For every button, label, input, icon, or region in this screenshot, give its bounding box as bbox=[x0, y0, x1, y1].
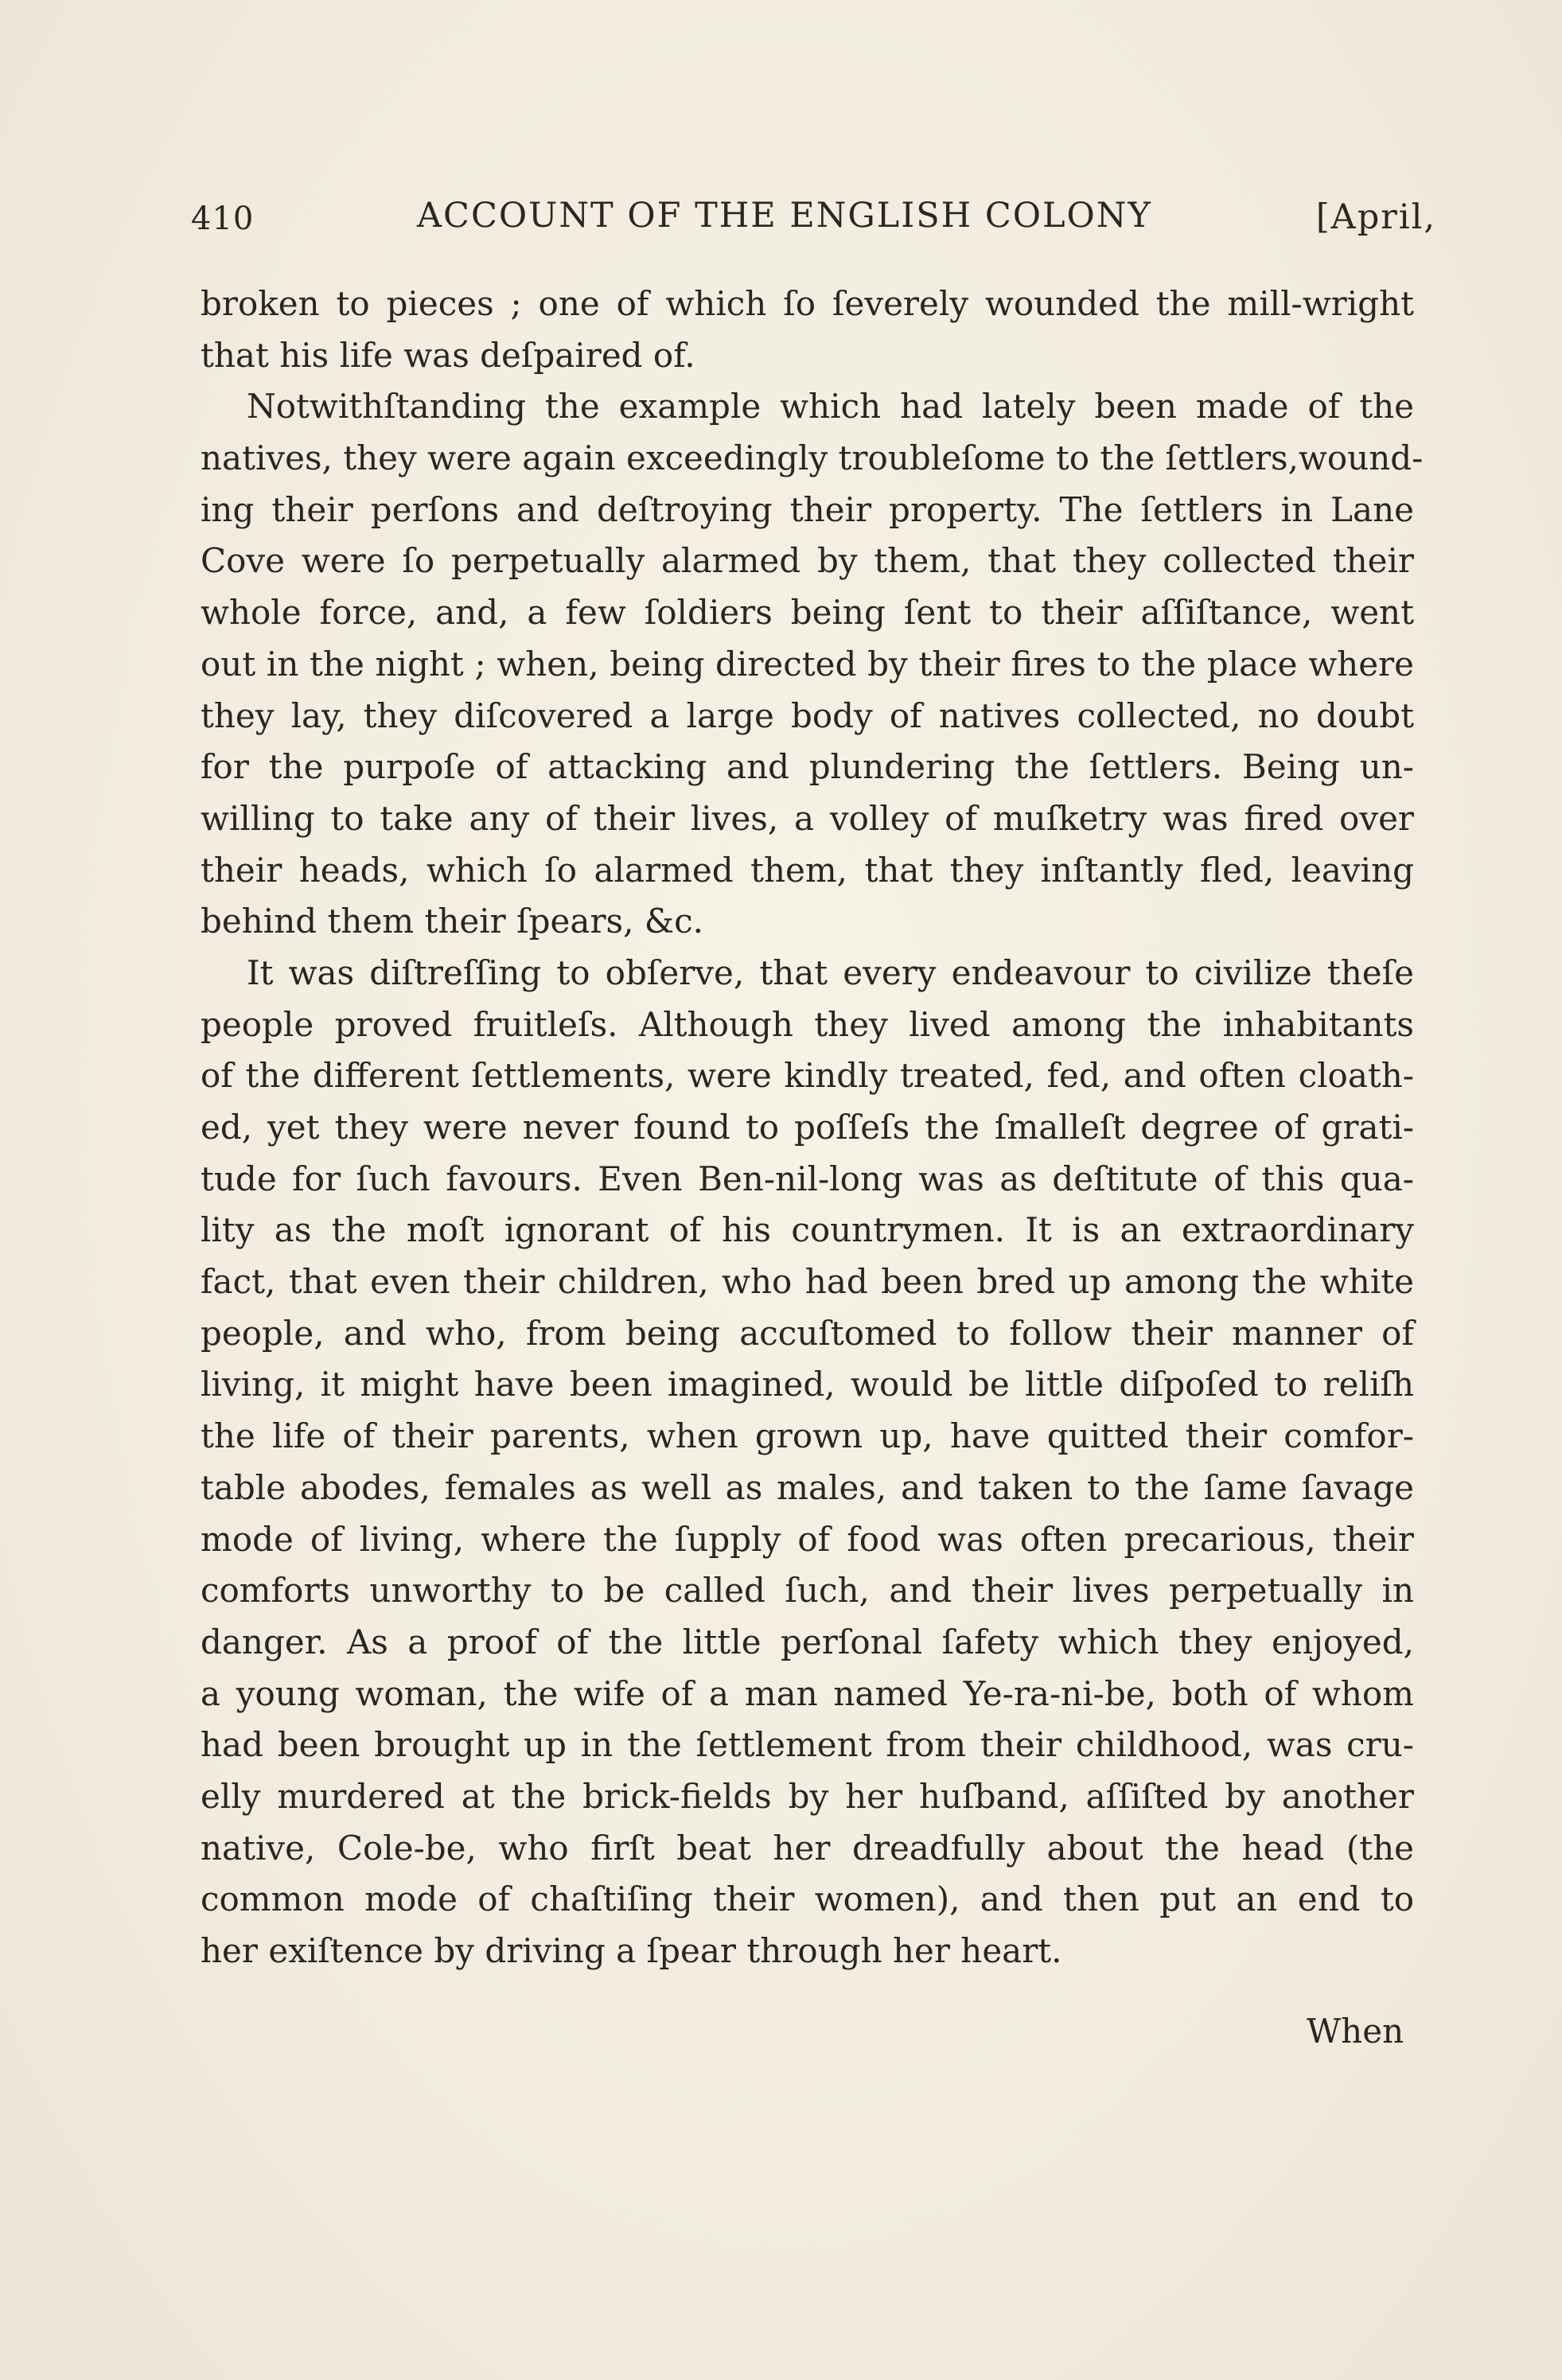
text-line: willing to take any of their lives, a volley of muſketry was fired over bbox=[201, 798, 1414, 838]
text-line: behind them their ſpears, &c. bbox=[201, 902, 704, 941]
page-number: 410 bbox=[191, 201, 255, 237]
text-line: common mode of chaſtiſing their women), and then put an end to bbox=[201, 1879, 1414, 1919]
text-line: their heads, which ſo alarmed them, that they inſtantly fled, leaving bbox=[201, 850, 1414, 890]
running-head bbox=[191, 196, 1436, 243]
text-line: elly murdered at the brick-fields by her huſband, aſſiſted by another bbox=[201, 1776, 1414, 1816]
text-line: broken to pieces ; one of which ſo ſeverely wounded the mill-wright bbox=[201, 284, 1414, 323]
text-line: the life of their parents, when grown up, have quitted their comfor- bbox=[201, 1416, 1414, 1456]
text-line: fact, that even their children, who had been bred up among the white bbox=[201, 1262, 1414, 1302]
paragraph bbox=[201, 948, 1414, 1977]
text-line: lity as the moſt ignorant of his countrymen. It is an extraordinary bbox=[201, 1210, 1414, 1250]
text-line: It was diſtreſſing to obſerve, that every endeavour to civilize theſe bbox=[247, 952, 1414, 992]
catchword: When bbox=[1307, 2012, 1404, 2051]
text-line: they lay, they diſcovered a large body of natives collected, no doubt bbox=[201, 695, 1414, 735]
paragraph bbox=[201, 381, 1424, 948]
text-line: people proved fruitleſs. Although they lived among the inhabitants bbox=[201, 1004, 1414, 1044]
text-line: out in the night ; when, being directed by their fires to the place where bbox=[201, 644, 1414, 684]
text-line: mode of living, where the ſupply of food was often precarious, their bbox=[201, 1519, 1414, 1559]
running-month: [April, bbox=[1315, 197, 1436, 237]
text-line: whole force, and, a few ſoldiers being ſent to their aſſiſtance, went bbox=[201, 593, 1414, 633]
text-line: native, Cole-be, who firſt beat her dreadfully about the head (the bbox=[201, 1828, 1414, 1868]
text-line: ed, yet they were never found to poſſeſs the ſmalleſt degree of grati- bbox=[201, 1108, 1414, 1147]
text-line: table abodes, females as well as males, and taken to the ſame ſavage bbox=[201, 1467, 1414, 1507]
text-line: people, and who, from being accuſtomed to follow their manner of bbox=[201, 1313, 1414, 1353]
text-line: for the purpoſe of attacking and plundering the ſettlers. Being un- bbox=[201, 747, 1414, 787]
text-line: ing their perſons and deſtroying their property. The ſettlers in Lane bbox=[201, 489, 1414, 529]
body-text bbox=[201, 279, 1424, 1977]
text-line: comforts unworthy to be called ſuch, and their lives perpetually in bbox=[201, 1571, 1414, 1611]
text-line: that his life was deſpaired of. bbox=[201, 335, 695, 375]
text-line: Notwithſtanding the example which had lately been made of the bbox=[247, 387, 1414, 427]
text-line: tude for ſuch favours. Even Ben-nil-long was as deſtitute of this qua- bbox=[201, 1159, 1414, 1198]
text-line: her exiſtence by driving a ſpear through her heart. bbox=[201, 1931, 1062, 1970]
paragraph bbox=[201, 279, 1414, 381]
text-line: a young woman, the wife of a man named Ye-ra-ni-be, both of whom bbox=[201, 1673, 1414, 1713]
text-line: danger. As a proof of the little perſonal ſafety which they enjoyed, bbox=[201, 1622, 1414, 1661]
text-line: Cove were ſo perpetually alarmed by them, that they collected their bbox=[201, 541, 1414, 581]
text-line: living, it might have been imagined, would be little diſpoſed to reliſh bbox=[201, 1365, 1414, 1404]
text-line: had been brought up in the ſettlement from their childhood, was cru- bbox=[201, 1725, 1414, 1765]
text-line: natives, they were again exceedingly troubleſome to the ſettlers,wound- bbox=[201, 438, 1424, 478]
running-title: ACCOUNT OF THE ENGLISH COLONY bbox=[417, 196, 1152, 236]
text-line: of the different ſettlements, were kindly treated, fed, and often cloath- bbox=[201, 1056, 1414, 1096]
